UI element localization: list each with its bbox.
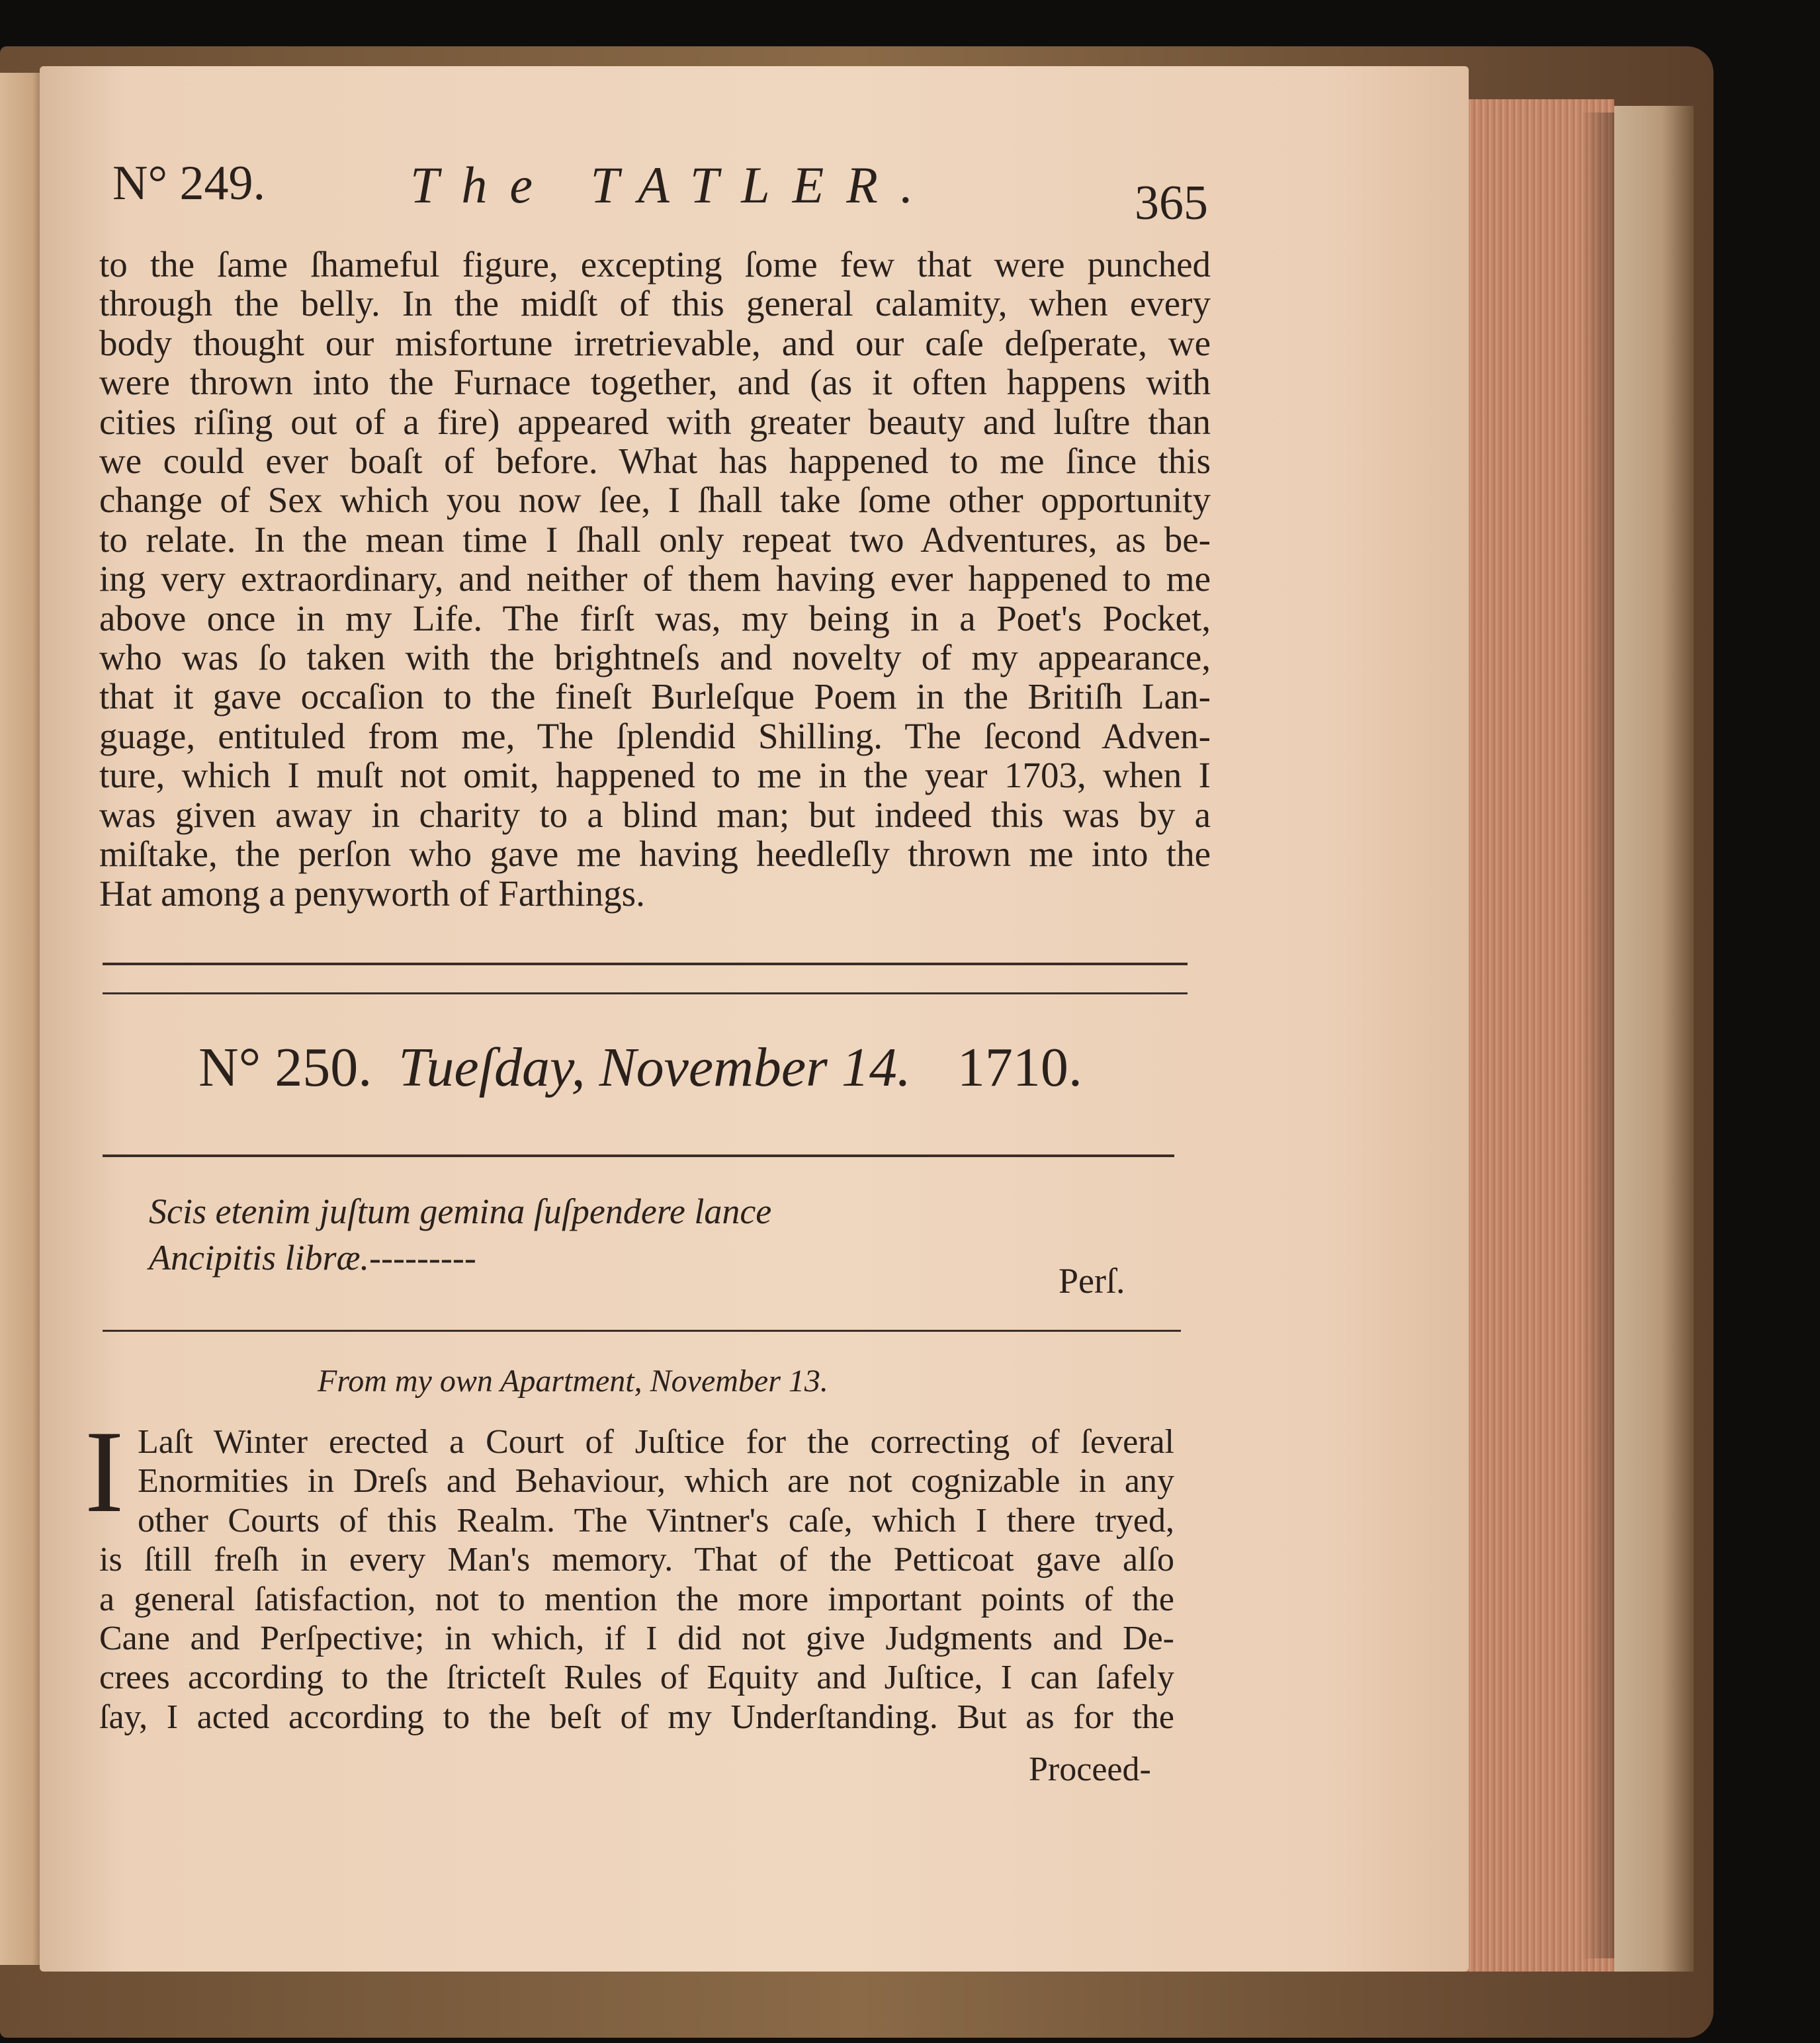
issue-day: Tueſday, November 14. (398, 1037, 911, 1098)
running-header-title: The TATLER. (410, 156, 936, 214)
section-rule-bottom (103, 1330, 1181, 1332)
text-line: to the ſame ſhameful figure, excepting ſome few that were punched (99, 244, 1211, 284)
text-line: Hat among a penyworth of Farthings. (99, 873, 645, 914)
text-line: that it gave occaſion to the fineſt Burleſque Poem in the Britiſh Lan- (99, 676, 1211, 717)
issue-heading (198, 1035, 1082, 1100)
running-header-number: N° 249. (112, 156, 266, 210)
text-line: crees according to the ſtricteſt Rules of Equity and Juſtice, I can ſafely (99, 1659, 1174, 1697)
text-line: Cane and Perſpective; in which, if I did not give Judgments and De- (99, 1620, 1174, 1658)
text-line: we could ever boaſt of before. What has happened to me ſince this (99, 441, 1211, 482)
text-line: ſay, I acted according to the beſt of my Underſtanding. But as for the (99, 1698, 1174, 1736)
text-line: a general ſatisfaction, not to mention the more important points of the (99, 1580, 1174, 1618)
continued-text-block (99, 245, 1211, 913)
text-line: above once in my Life. The firſt was, my being in a Poet's Pocket, (99, 597, 1211, 638)
text-line: ing very extraordinary, and neither of them having ever happened to me (99, 558, 1211, 599)
text-line: ture, which I muſt not omit, happened to me in the year 1703, when I (99, 755, 1211, 796)
text-line: change of Sex which you now ſee, I ſhall take ſome other opportunity (99, 480, 1211, 521)
text-line: miſtake, the perſon who gave me having heedleſly thrown me into the (99, 834, 1211, 875)
text-line: guage, entituled from me, The ſplendid Shilling. The ſecond Adven- (99, 715, 1211, 756)
text-line: to relate. In the mean time I ſhall only repeat two Adventures, as be- (99, 519, 1211, 560)
text-line: who was ſo taken with the brightneſs and novelty of my appearance, (99, 637, 1211, 678)
section-rule-mid (103, 1154, 1174, 1157)
text-line: is ſtill freſh in every Man's memory. That of the Petticoat gave alſo (99, 1541, 1174, 1579)
page-fore-edge-shadow (1581, 112, 1614, 1958)
text-line: through the belly. In the midſt of this general calamity, when every (99, 283, 1211, 324)
back-cover-edge (1614, 106, 1694, 1972)
text-line: other Courts of this Realm. The Vintner's caſe, which I there tryed, (138, 1501, 1174, 1540)
essay-text-block (99, 1422, 1174, 1737)
section-rule-top-1 (103, 963, 1188, 965)
section-rule-top-2 (103, 992, 1188, 994)
text-line: cities riſing out of a fire) appeared with greater beauty and luſtre than (99, 401, 1211, 442)
text-line: was given away in charity to a blind man; but indeed this was by a (99, 794, 1211, 835)
drop-cap: I (85, 1406, 124, 1537)
page-number: 365 (1135, 176, 1208, 230)
issue-year: 1710. (957, 1037, 1082, 1098)
text-line: Enormities in Dreſs and Behaviour, which are not cognizable in any (138, 1462, 1174, 1500)
text-line: were thrown into the Furnace together, and (as it often happens with (99, 362, 1211, 403)
motto-attribution: Perſ. (1059, 1261, 1125, 1301)
text-line: Laſt Winter erected a Court of Juſtice for the correcting of ſeveral (138, 1423, 1174, 1461)
catchword: Proceed- (1029, 1751, 1151, 1788)
text-line: body thought our misfortune irretrievable, and our caſe deſperate, we (99, 322, 1211, 363)
issue-number: N° 250. (198, 1037, 372, 1098)
dateline: From my own Apartment, November 13. (318, 1364, 828, 1399)
motto-line-1: Scis etenim juſtum gemina ſuſpendere lance (149, 1192, 772, 1231)
motto-line-2: Ancipitis libræ.--------- (149, 1238, 476, 1278)
